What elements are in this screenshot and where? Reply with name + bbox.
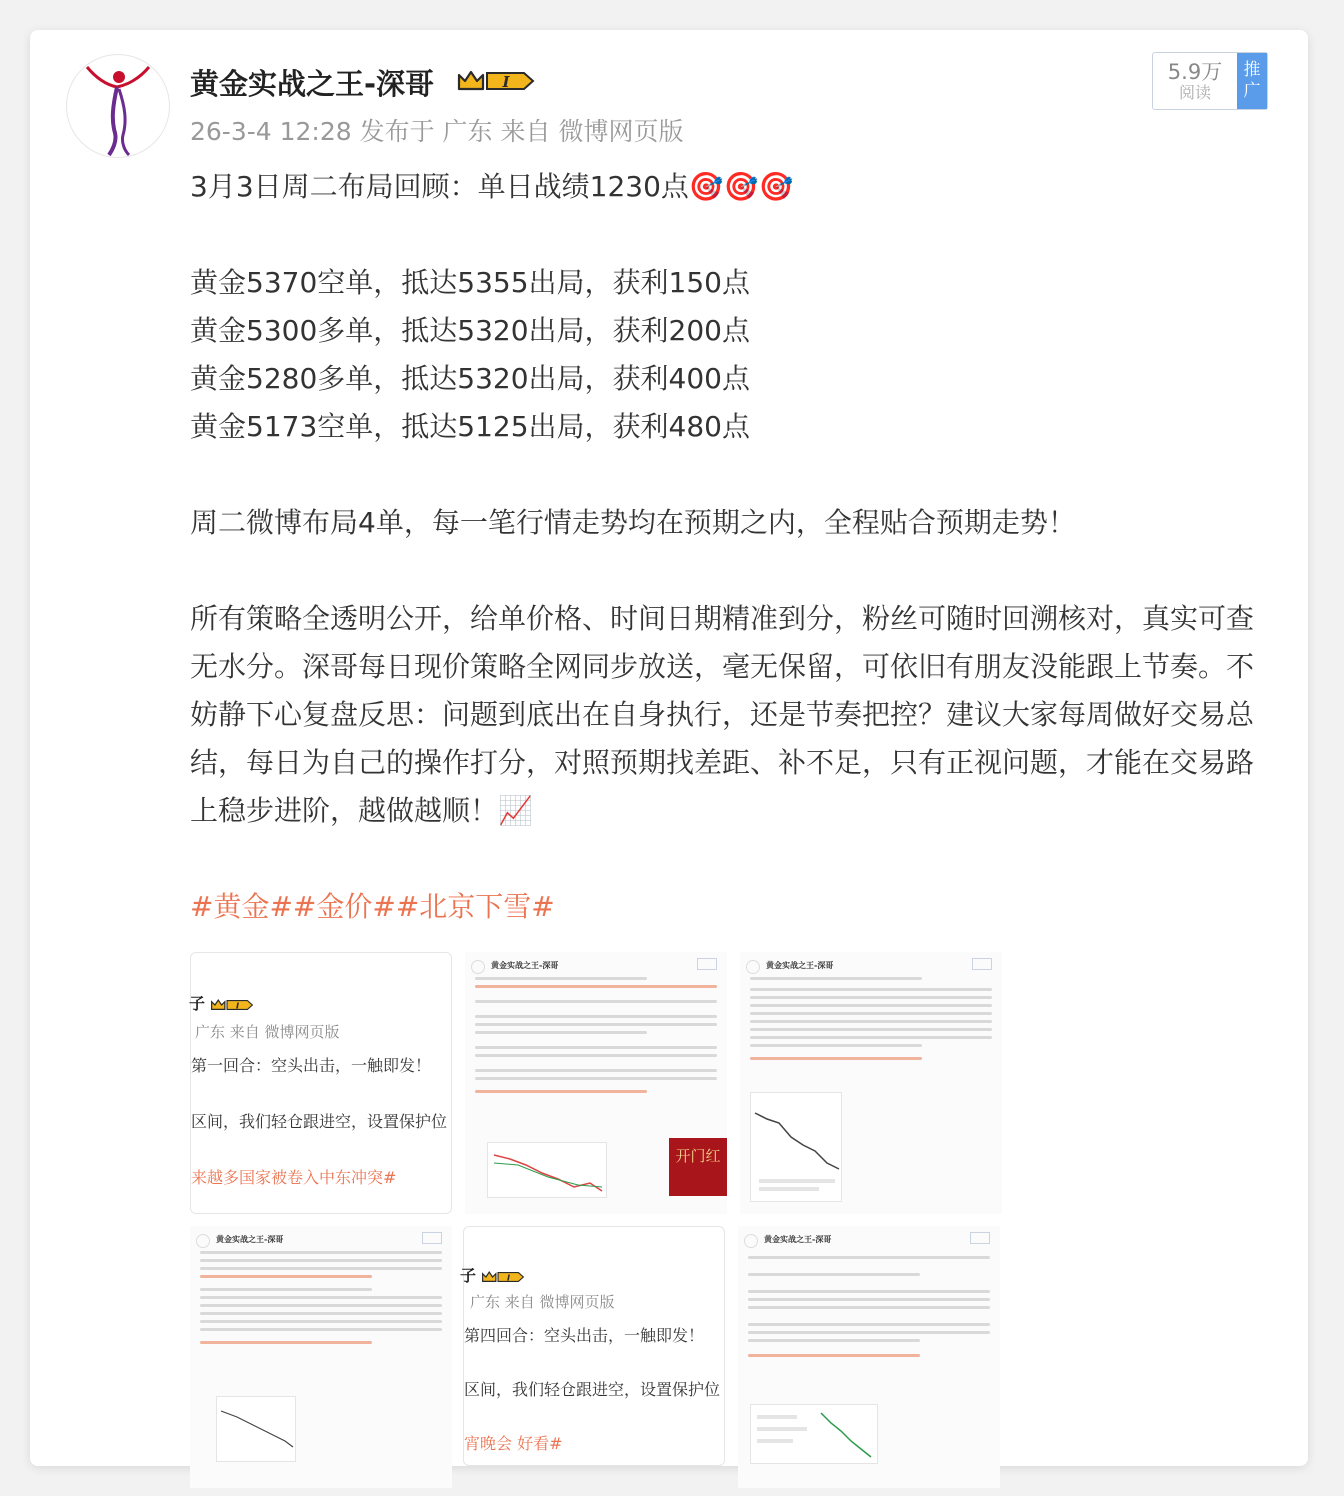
mini-text [475, 1031, 647, 1034]
mini-text [200, 1275, 372, 1278]
mini-text [748, 1339, 920, 1342]
mini-text [748, 1256, 990, 1259]
mini-title: 黄金实战之王-深哥 [491, 961, 559, 970]
image-thumb-2[interactable] [465, 952, 727, 1214]
mini-text [475, 1090, 647, 1093]
image-thumb-3[interactable] [740, 952, 1002, 1214]
chart-preview-icon [217, 1397, 297, 1463]
mini-text [748, 1323, 990, 1326]
mini-text [475, 1000, 717, 1003]
screenshot-preview [190, 1226, 452, 1488]
image-grid [190, 952, 1002, 1466]
trade-line: 黄金5370空单，抵达5355出局，获利150点 [190, 266, 750, 299]
mini-text [475, 1054, 717, 1057]
mini-text [200, 1267, 442, 1270]
trade-line: 黄金5300多单，抵达5320出局，获利200点 [190, 314, 750, 347]
chart-preview-icon [488, 1143, 608, 1199]
hashtags[interactable]: #黄金##金价##北京下雪# [190, 890, 555, 923]
crown-icon [456, 68, 536, 94]
mini-text [748, 1331, 990, 1334]
mini-avatar [744, 1234, 758, 1248]
mini-text [750, 988, 992, 991]
mini-text [748, 1298, 990, 1301]
img5-meta: 广东 来自 微博网页版 [470, 1293, 615, 1311]
mini-text [200, 1341, 372, 1344]
mini-text [475, 985, 717, 988]
image-thumb-4[interactable] [190, 1226, 452, 1466]
mini-chart [750, 1092, 842, 1202]
dancer-logo-icon [67, 55, 171, 159]
img5-line1: 第四回合：空头出击，一触即发！ [464, 1326, 705, 1345]
trade-list [190, 259, 1262, 451]
screenshot-preview [740, 952, 1002, 1214]
mini-text [200, 1304, 442, 1307]
mini-chart [216, 1396, 296, 1462]
img5-line2: 区间，我们轻仓跟进空，设置保护位 [464, 1380, 721, 1399]
read-count-box[interactable] [1152, 52, 1268, 110]
image-thumb-5[interactable] [460, 1226, 725, 1466]
mini-text [750, 977, 922, 980]
mini-text [748, 1273, 920, 1276]
mini-text [475, 1077, 717, 1080]
mini-text [750, 1012, 992, 1015]
trade-line: 黄金5280多单，抵达5320出局，获利400点 [190, 362, 750, 395]
mini-text [200, 1312, 442, 1315]
mini-text [750, 1020, 992, 1023]
mini-read-badge [422, 1232, 442, 1244]
mini-text [750, 1057, 922, 1060]
img1-tag: 来越多国家被卷入中东冲突# [191, 1168, 397, 1187]
mini-text [750, 1036, 992, 1039]
mini-text [200, 1259, 442, 1262]
mini-text [200, 1296, 442, 1299]
promote-button[interactable]: 推广 [1237, 53, 1267, 109]
svg-text:I: I [507, 1271, 511, 1282]
mini-text [750, 1028, 992, 1031]
vip-level: I [502, 73, 510, 91]
red-title-card: 开门红 [669, 1138, 727, 1196]
post-meta: 26-3-4 12:28 发布于 广东 来自 微博网页版 [190, 117, 684, 146]
chart-preview-icon [751, 1093, 843, 1203]
mini-title: 黄金实战之王-深哥 [764, 1235, 832, 1244]
mini-avatar [746, 960, 760, 974]
mini-text [748, 1306, 990, 1309]
trade-line: 黄金5173空单，抵达5125出局，获利480点 [190, 410, 750, 443]
weibo-post-card [30, 30, 1308, 1466]
image-thumb-1[interactable] [190, 952, 452, 1214]
post-body: 所有策略全透明公开，给单价格、时间日期精准到分，粉丝可随时回溯核对，真实可查无水分。深哥每日现价策略全网同步放送，毫无保留，可依旧有朋友没能跟上节奏。不妨静下心复盘反思：问题到底出在自身执行，还是节奏把控？建议大家每周做好交易总结，每日为自己的操作打分，对照预期找差距、补不足，只有正视问题，才能在交易路上稳步进阶，越做越顺！📈 [190, 602, 1255, 827]
img1-name-fragment: 子 I [189, 991, 254, 1014]
mini-text [200, 1328, 442, 1331]
mini-text [475, 1046, 717, 1049]
mini-chart [750, 1404, 878, 1464]
img1-line2: 区间，我们轻仓跟进空，设置保护位 [191, 1112, 448, 1131]
post-intro: 3月3日周二布局回顾：单日战绩1230点🎯🎯🎯 [190, 170, 794, 203]
img5-name-fragment: 子 I [460, 1263, 525, 1286]
avatar[interactable] [66, 54, 170, 158]
img1-line1: 第一回合：空头出击，一触即发！ [191, 1056, 432, 1075]
screenshot-preview [738, 1226, 1000, 1488]
mini-text [475, 977, 647, 980]
vip-badge[interactable] [456, 68, 536, 98]
mini-text [200, 1320, 442, 1323]
mini-title: 黄金实战之王-深哥 [766, 961, 834, 970]
mini-text [750, 996, 992, 999]
mini-text [475, 1015, 717, 1018]
img5-tag: 宵晚会 好看# [464, 1434, 563, 1453]
mini-text [748, 1354, 920, 1357]
read-count [1153, 53, 1237, 109]
mini-text [200, 1251, 442, 1254]
mini-avatar [196, 1234, 210, 1248]
mini-avatar [471, 960, 485, 974]
mini-text [475, 1023, 717, 1026]
mini-text [475, 1069, 717, 1072]
mini-read-badge [697, 958, 717, 970]
screenshot-preview [465, 952, 727, 1214]
crown-icon [210, 996, 254, 1014]
mini-chart [487, 1142, 607, 1198]
image-thumb-6[interactable] [738, 1226, 1000, 1466]
mini-read-badge [972, 958, 992, 970]
post-summary: 周二微博布局4单，每一笔行情走势均在预期之内，全程贴合预期走势！ [190, 506, 1076, 539]
read-count-label: 阅读 [1178, 83, 1211, 102]
svg-text:I: I [236, 999, 240, 1010]
mini-text [748, 1290, 990, 1293]
mini-title: 黄金实战之王-深哥 [216, 1235, 284, 1244]
img1-meta: 广东 来自 微博网页版 [195, 1023, 340, 1041]
read-count-value: 5.9万 [1167, 60, 1223, 84]
username[interactable]: 黄金实战之王-深哥 [190, 67, 435, 101]
chart-preview-icon [751, 1405, 879, 1465]
crown-icon [481, 1268, 525, 1286]
mini-text [750, 1004, 992, 1007]
mini-text [200, 1288, 372, 1291]
mini-read-badge [970, 1232, 990, 1244]
mini-text [750, 1044, 922, 1047]
